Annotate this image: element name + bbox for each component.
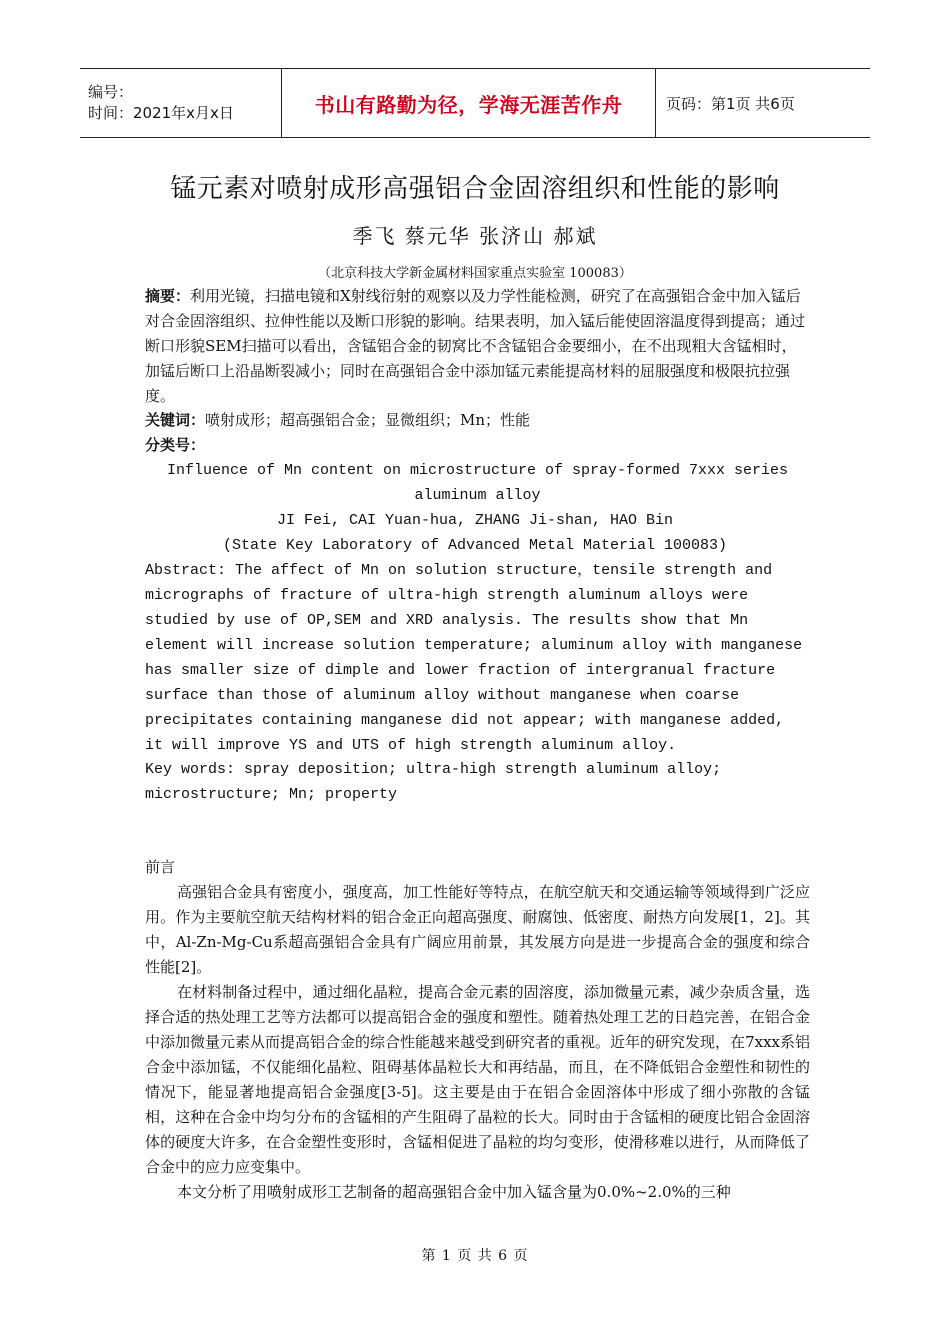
english-affiliation: (State Key Laboratory of Advanced Metal Material 100083) bbox=[222, 537, 728, 554]
page-footer: 第 1 页 共 6 页 bbox=[421, 1248, 529, 1264]
abstract-cn bbox=[145, 284, 810, 409]
abstract-cn-text: 利用光镜，扫描电镜和X射线衍射的观察以及力学性能检测，研究了在高强铝合金中加入锰后对合金固溶组织、拉伸性能以及断口形貌的影响。结果表明，加入锰后能使固溶温度得到提高；通过断口形貌SEM扫描可以看出，含锰铝合金的韧窝比不含锰铝合金要细小，在不出现粗大含锰相时，加锰后断口上沿晶断裂减小；同时在高强铝合金中添加锰元素能提高材料的屈服强度和极限抗拉强度。 bbox=[145, 287, 806, 405]
time-label: 时间：2021年x月x日 bbox=[88, 104, 234, 122]
english-abstract: Abstract: The affect of Mn on solution structure，tensile strength and micrographs of fracture of ultra-high strength aluminum alloys were studied by use of OP,SEM and XRD analysis. The results show that Mn element will increase solution temperature; aluminum alloy with manganese has smaller size of dimple and lower fraction of intergranual fracture surface than those of aluminum alloy without manganese when coarse precipitates containing manganese did not appear; with manganese added, it will improve YS and UTS of high strength aluminum alloy. bbox=[145, 562, 803, 754]
paragraph: 在材料制备过程中，通过细化晶粒，提高合金元素的固溶度，添加微量元素，减少杂质含量，选择合适的热处理工艺等方法都可以提高铝合金的强度和塑性。随着热处理工艺的日趋完善，在铝合金中添加微量元素从而提高铝合金的综合性能越来越受到研究者的重视。近年的研究发现，在7xxx系铝合金中添加锰，不仅能细化晶粒、阻碍基体晶粒长大和再结晶，而且，在不降低铝合金塑性和韧性的情况下，能显著地提高铝合金强度[3-5]。这主要是由于在铝合金固溶体中形成了细小弥散的含锰相，这种在合金中均匀分布的含锰相的产生阻碍了晶粒的长大。同时由于含锰相的硬度比铝合金固溶体的硬度大许多，在合金塑性变形时，含锰相促进了晶粒的均匀变形，使滑移难以进行，从而降低了合金中的应力应变集中。 bbox=[145, 983, 810, 1176]
header-meta bbox=[80, 69, 281, 137]
paper-title: 锰元素对喷射成形高强铝合金固溶组织和性能的影响 bbox=[170, 174, 780, 204]
keywords-cn-label: 关键词： bbox=[145, 411, 206, 429]
preface-heading: 前言 bbox=[145, 858, 176, 876]
header-page-info: 页码：第1页 共6页 bbox=[666, 94, 795, 113]
paragraph: 高强铝合金具有密度小，强度高，加工性能好等特点，在航空航天和交通运输等领域得到广泛应用。作为主要航空航天结构材料的铝合金正向超高强度、耐腐蚀、低密度、耐热方向发展[1，2]。其中，Al-Zn-Mg-Cu系超高强铝合金具有广阔应用前景，其发展方向是进一步提高合金的强度和综合性能[2]。 bbox=[145, 883, 810, 976]
abstract-cn-label: 摘要： bbox=[145, 287, 191, 305]
motto: 书山有路勤为径，学海无涯苦作舟 bbox=[314, 92, 623, 117]
number-label: 编号： bbox=[88, 83, 134, 101]
paragraph: 本文分析了用喷射成形工艺制备的超高强铝合金中加入锰含量为0.0%~2.0%的三种 bbox=[177, 1183, 731, 1201]
english-authors: JI Fei, CAI Yuan-hua, ZHANG Ji-shan, HAO Bin bbox=[276, 512, 674, 529]
classification bbox=[145, 433, 810, 458]
body-text bbox=[145, 880, 810, 1205]
header-motto-cell bbox=[281, 69, 656, 137]
header-table bbox=[80, 68, 870, 138]
keywords-cn-text: 喷射成形；超高强铝合金；显微组织；Mn；性能 bbox=[205, 411, 531, 429]
english-keywords: Key words: spray deposition; ultra-high strength aluminum alloy; microstructure; Mn; property bbox=[145, 761, 722, 803]
english-title: Influence of Mn content on microstructure of spray-formed 7xxx series aluminum alloy bbox=[166, 462, 789, 504]
authors: 季飞 蔡元华 张济山 郝斌 bbox=[352, 224, 598, 248]
classification-label: 分类号： bbox=[145, 436, 206, 454]
keywords-cn bbox=[145, 408, 810, 433]
affiliation: （北京科技大学新金属材料国家重点实验室 100083） bbox=[318, 266, 632, 281]
